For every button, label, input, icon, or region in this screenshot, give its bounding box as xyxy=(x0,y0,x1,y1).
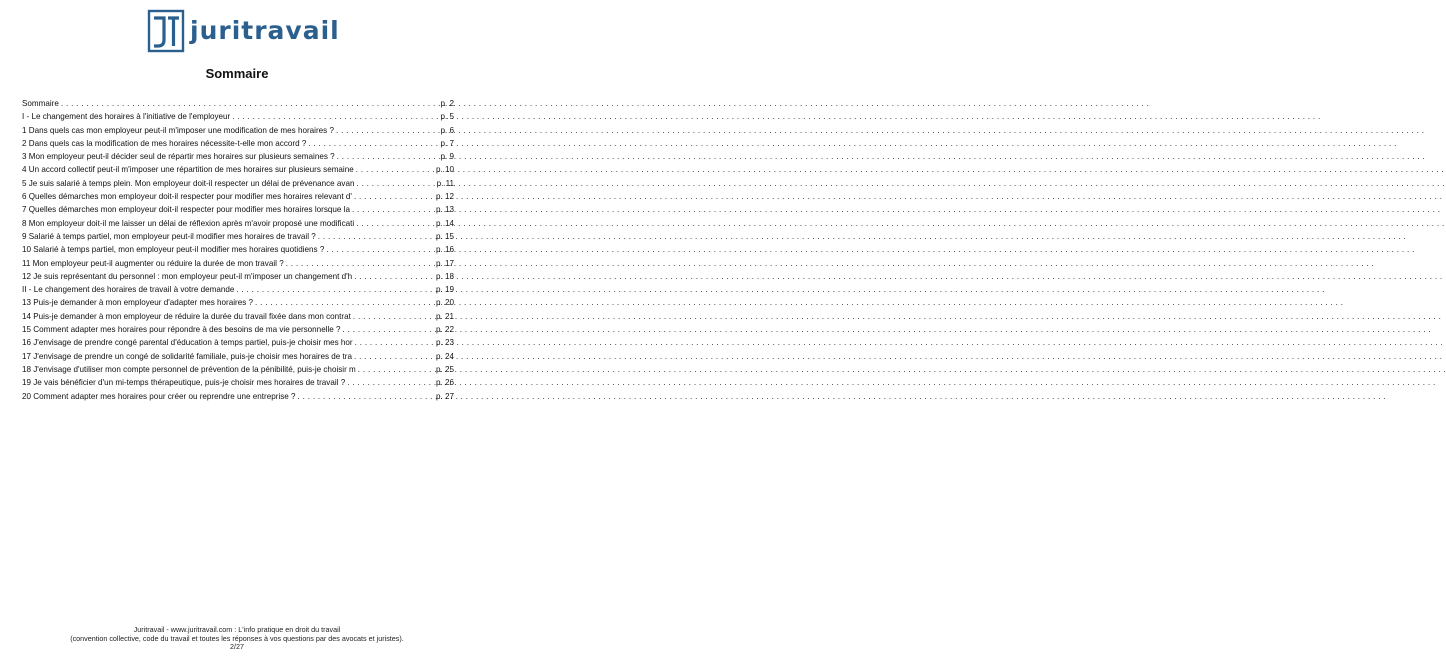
dot-leader xyxy=(236,283,428,296)
dot-leader xyxy=(298,390,428,403)
toc-entry-page: p. 12 xyxy=(435,192,454,202)
table-of-contents xyxy=(22,97,454,403)
dot-leader xyxy=(326,243,428,256)
toc-entry[interactable] xyxy=(22,150,454,163)
toc-entry-page: p. 2 xyxy=(440,99,454,108)
toc-entry[interactable] xyxy=(22,323,454,336)
toc-entry-title: 14 Puis-je demander à mon employeur de réduire la durée du travail fixée dans mon contrat xyxy=(22,311,351,321)
dot-leader xyxy=(308,137,428,150)
toc-entry[interactable] xyxy=(22,310,454,323)
toc-entry[interactable] xyxy=(22,376,454,389)
dot-leader xyxy=(347,376,428,389)
toc-entry[interactable] xyxy=(22,336,454,349)
dot-leader xyxy=(232,110,428,123)
toc-entry-title: 3 Mon employeur peut-il décider seul de répartir mes horaires sur plusieurs semaines ? xyxy=(22,152,335,162)
toc-entry[interactable] xyxy=(22,137,454,150)
toc-entry[interactable] xyxy=(22,257,454,270)
dot-leader xyxy=(356,163,428,176)
toc-entry-title: 13 Puis-je demander à mon employeur d'adapter mes horaires ? xyxy=(22,298,253,308)
toc-entry-page: p. 18 xyxy=(435,271,454,281)
dot-leader xyxy=(355,336,428,349)
toc-entry-page: p. 23 xyxy=(435,338,454,348)
toc-entry[interactable] xyxy=(22,190,454,203)
toc-entry-title: 12 Je suis représentant du personnel : mon employeur peut-il m'imposer un changement d'h xyxy=(22,271,353,281)
toc-entry[interactable] xyxy=(22,230,454,243)
toc-entry-title: 9 Salarié à temps partiel, mon employeur peut-il modifier mes horaires de travail ? xyxy=(22,231,316,241)
toc-entry[interactable] xyxy=(22,283,454,296)
toc-entry-title: 8 Mon employeur doit-il me laisser un délai de réflexion après m'avoir proposé une modificati xyxy=(22,218,355,228)
toc-entry[interactable] xyxy=(22,110,454,123)
toc-entry[interactable] xyxy=(22,363,454,376)
toc-entry[interactable] xyxy=(22,270,454,283)
dot-leader xyxy=(286,257,428,270)
toc-entry-title: 4 Un accord collectif peut-il m'imposer une répartition de mes horaires sur plusieurs semaine xyxy=(22,165,354,175)
toc-entry-title: II - Le changement des horaires de travail à votre demande xyxy=(22,285,235,295)
toc-entry-page: p. 15 xyxy=(435,231,454,241)
toc-entry[interactable] xyxy=(22,203,454,216)
logo-text: juritravail xyxy=(190,16,340,45)
toc-entry-title: 18 J'envisage d'utiliser mon compte personnel de prévention de la pénibilité, puis-je choisir m xyxy=(22,364,356,374)
footer-line-1: Juritravail - www.juritravail.com : L'info pratique en droit du travail xyxy=(133,625,341,634)
toc-entry-title: 16 J'envisage de prendre congé parental d'éducation à temps partiel, puis-je choisir mes hor xyxy=(22,338,353,348)
dot-leader xyxy=(61,97,428,110)
dot-leader xyxy=(358,363,428,376)
toc-entry-page: p. 6 xyxy=(440,125,454,135)
page-footer xyxy=(0,626,474,652)
footer-line-2: (convention collective, code du travail et toutes les réponses à vos questions par des avocats et juristes). xyxy=(70,633,404,643)
dot-leader xyxy=(353,310,428,323)
dot-leader xyxy=(354,270,428,283)
toc-entry-title: 7 Quelles démarches mon employeur doit-il respecter pour modifier mes horaires lorsque la xyxy=(22,205,350,215)
toc-entry-page: p. 26 xyxy=(435,378,454,388)
dot-leader xyxy=(356,217,428,230)
dot-leader xyxy=(343,323,428,336)
toc-entry-title: 6 Quelles démarches mon employeur doit-il respecter pour modifier mes horaires relevant d' xyxy=(22,192,352,202)
page-number: 2/27 xyxy=(230,642,244,652)
toc-entry-title: 15 Comment adapter mes horaires pour répondre à des besoins de ma vie personnelle ? xyxy=(22,325,341,335)
dot-leader xyxy=(255,296,428,309)
toc-entry-title: 10 Salarié à temps partiel, mon employeur peut-il modifier mes horaires quotidiens ? xyxy=(22,245,325,255)
dot-leader xyxy=(356,177,428,190)
dot-leader xyxy=(337,150,428,163)
page-title: Sommaire xyxy=(205,66,269,81)
toc-entry-title: 20 Comment adapter mes horaires pour créer ou reprendre une entreprise ? xyxy=(22,391,296,401)
toc-entry-page: p. 21 xyxy=(435,311,454,321)
toc-entry-page: p. 16 xyxy=(435,245,454,255)
jt-monogram-icon xyxy=(148,10,184,52)
toc-entry-page: p. 14 xyxy=(435,218,454,228)
toc-entry[interactable] xyxy=(22,163,454,176)
toc-entry-page: p. 7 xyxy=(440,138,454,148)
toc-entry-page: p. 13 xyxy=(435,205,454,215)
dot-leader xyxy=(318,230,428,243)
toc-entry-page: p. 24 xyxy=(435,351,454,361)
dot-leader xyxy=(352,203,428,216)
dot-leader xyxy=(354,350,428,363)
toc-entry-page: p. 11 xyxy=(436,178,454,188)
juritravail-logo xyxy=(148,10,340,52)
toc-entry-title: 19 Je vais bénéficier d'un mi-temps thérapeutique, puis-je choisir mes horaires de travail ? xyxy=(22,378,346,388)
toc-entry-page: p. 20 xyxy=(435,298,454,308)
dot-leader xyxy=(354,190,428,203)
toc-entry[interactable] xyxy=(22,217,454,230)
dot-leader xyxy=(336,124,428,137)
toc-entry[interactable] xyxy=(22,177,454,190)
toc-entry[interactable] xyxy=(22,124,454,137)
toc-entry[interactable] xyxy=(22,97,454,110)
toc-entry-page: p. 22 xyxy=(435,325,454,335)
toc-entry-page: p. 10 xyxy=(435,165,454,175)
toc-entry-title: Sommaire xyxy=(22,99,59,108)
toc-entry[interactable] xyxy=(22,243,454,256)
toc-entry-title: I - Le changement des horaires à l'initiative de l'employeur xyxy=(22,112,231,122)
toc-entry-title: 2 Dans quels cas la modification de mes horaires nécessite-t-elle mon accord ? xyxy=(22,138,307,148)
toc-entry-title: 1 Dans quels cas mon employeur peut-il m'imposer une modification de mes horaires ? xyxy=(22,125,334,135)
toc-entry-page: p. 5 xyxy=(440,112,454,122)
toc-entry-title: 5 Je suis salarié à temps plein. Mon employeur doit-il respecter un délai de prévenance avan xyxy=(22,178,355,188)
toc-entry-page: p. 25 xyxy=(435,364,454,374)
toc-entry[interactable] xyxy=(22,350,454,363)
toc-entry-page: p. 9 xyxy=(440,152,454,162)
toc-entry-title: 11 Mon employeur peut-il augmenter ou réduire la durée de mon travail ? xyxy=(22,258,284,268)
toc-entry[interactable] xyxy=(22,296,454,309)
toc-entry-page: p. 17 xyxy=(435,258,454,268)
toc-entry-page: p. 19 xyxy=(435,285,454,295)
toc-entry-title: 17 J'envisage de prendre un congé de solidarité familiale, puis-je choisir mes horaires de tra xyxy=(22,351,352,361)
toc-entry[interactable] xyxy=(22,390,454,403)
toc-entry-page: p. 27 xyxy=(435,391,454,401)
